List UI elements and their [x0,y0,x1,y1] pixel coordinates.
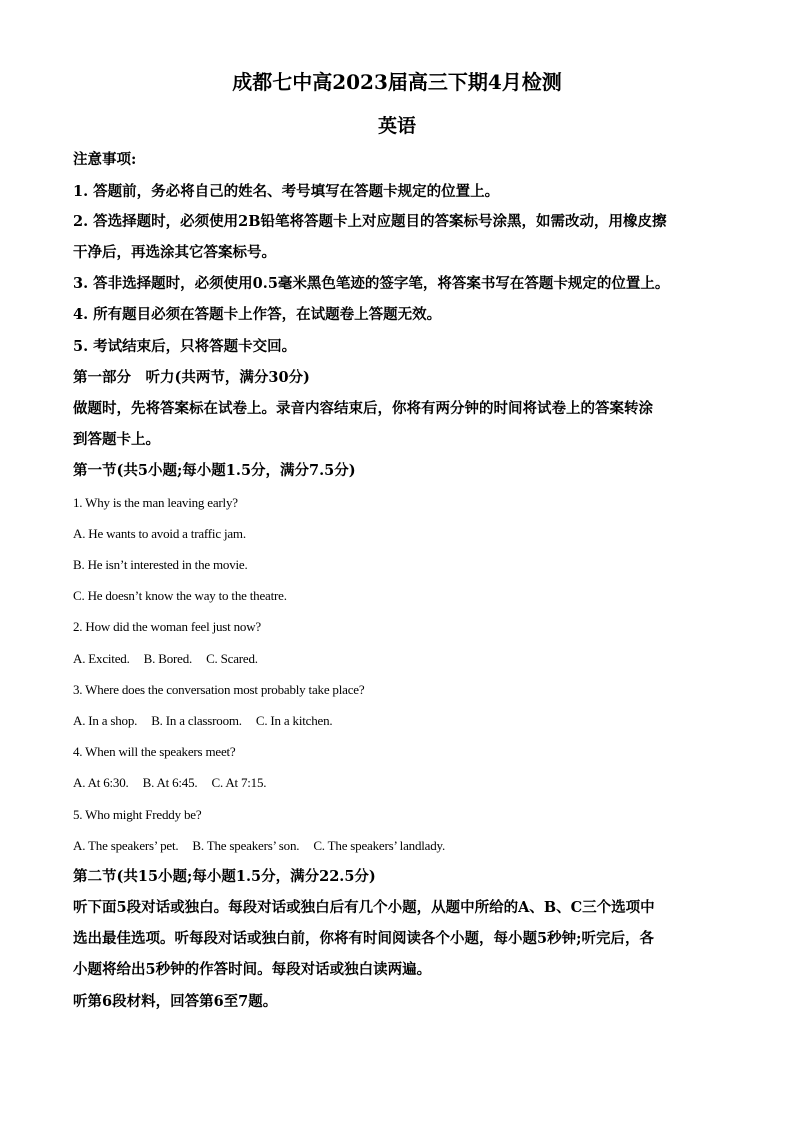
question-1-option-a: A. He wants to avoid a traffic jam. [73,526,246,541]
question-1: 1. Why is the man leaving early? [73,495,238,510]
question-3-option-b: B. In a classroom. [151,713,242,728]
notice-heading: 注意事项: [73,151,137,168]
question-2-option-a: A. Excited. [73,651,130,666]
section2-intro-line: 选出最佳选项。听每段对话或独白前，你将有时间阅读各个小题，每小题5秒钟;听完后，各 [73,930,654,947]
question-4-option-a: A. At 6:30. [73,775,129,790]
notice-item: 5. 考试结束后，只将答题卡交回。 [73,338,297,355]
question-2-option-b: B. Bored. [143,651,193,666]
question-4-option-c: C. At 7:15. [211,775,267,790]
notice-item: 3. 答非选择题时，必须使用0.5毫米黑色笔迹的签字笔，将答案书写在答题卡规定的位置上。 [73,275,670,292]
question-1-option-c: C. He doesn’t know the way to the theatre. [73,588,287,603]
question-3-options [73,711,332,731]
notice-item: 4. 所有题目必须在答题卡上作答，在试题卷上答题无效。 [73,306,442,323]
question-2-options [73,649,258,669]
section2-material: 听第6段材料，回答第6至7题。 [73,993,278,1010]
notice-item: 2. 答选择题时，必须使用2B铅笔将答题卡上对应题目的答案标号涂黑，如需改动，用橡皮擦 [73,213,667,230]
section2-intro-line: 听下面5段对话或独白。每段对话或独白后有几个小题，从题中所给的A、B、C三个选项中 [73,899,655,916]
exam-title: 成都七中高2023届高三下期4月检测 [232,70,562,94]
question-1-option-b: B. He isn’t interested in the movie. [73,557,248,572]
part1-heading: 第一部分 听力(共两节，满分30分) [73,369,310,386]
question-2-option-c: C. Scared. [206,651,258,666]
question-4-option-b: B. At 6:45. [142,775,198,790]
question-3-option-a: A. In a shop. [73,713,138,728]
notice-item: 干净后，再选涂其它答案标号。 [73,244,276,261]
question-4-options [73,773,266,793]
question-3: 3. Where does the conversation most probably take place? [73,682,365,697]
part1-intro-line: 做题时，先将答案标在试卷上。录音内容结束后，你将有两分钟的时间将试卷上的答案转涂 [73,400,653,417]
section2-heading: 第二节(共15小题;每小题1.5分，满分22.5分) [73,868,376,885]
question-3-option-c: C. In a kitchen. [255,713,333,728]
section2-intro-line: 小题将给出5秒钟的作答时间。每段对话或独白读两遍。 [73,961,432,978]
exam-subject: 英语 [377,115,416,137]
question-5: 5. Who might Freddy be? [73,807,202,822]
section1-heading: 第一节(共5小题;每小题1.5分，满分7.5分) [73,462,356,479]
question-5-option-b: B. The speakers’ son. [192,838,300,853]
question-5-option-a: A. The speakers’ pet. [73,838,179,853]
part1-intro-line: 到答题卡上。 [73,431,160,448]
question-4: 4. When will the speakers meet? [73,744,236,759]
question-5-options [73,836,445,856]
notice-item: 1. 答题前，务必将自己的姓名、考号填写在答题卡规定的位置上。 [73,183,500,200]
question-2: 2. How did the woman feel just now? [73,619,261,634]
question-5-option-c: C. The speakers’ landlady. [313,838,446,853]
